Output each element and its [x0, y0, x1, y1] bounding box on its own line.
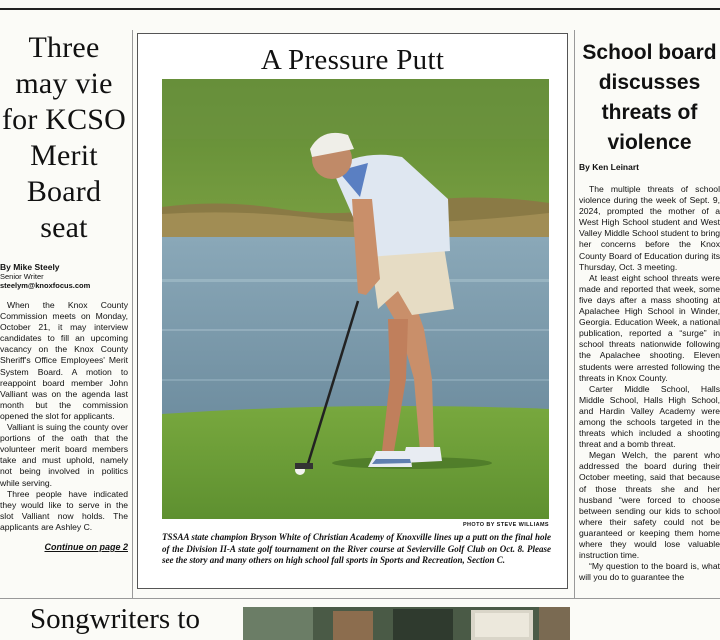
right-story-body	[579, 184, 720, 583]
photo-feature	[137, 33, 568, 589]
photo-feature-title: A Pressure Putt	[260, 44, 445, 76]
left-story-byline: By Mike Steely	[0, 262, 60, 272]
left-story-byline-role: Senior Writer	[0, 272, 44, 281]
right-story-paragraph: The multiple threats of school violence during the week of Sept. 9, 2024, prompted the mother of a West High School student and West Valley Middle School student to bring her concerns before the Knox County Board of Education during its Thursday, Oct. 3 meeting.	[579, 184, 720, 272]
column-divider	[132, 30, 133, 598]
right-story-headline[interactable]: School board discusses threats of violence	[582, 41, 717, 154]
bottom-photo-illustration	[243, 607, 570, 640]
right-story-paragraph: At least eight school threats were made and reported that week, some five days after a mass shooting at Apalachee High School in Winder, Georgia. Education Week, a national publication, reported a “surge” in school threats nationwide following the Apalachee shooting. Eleven students were arrested following the threats in Knox County.	[579, 272, 720, 383]
left-story-email[interactable]: steelym@knoxfocus.com	[0, 281, 91, 290]
section-rule	[0, 598, 720, 599]
left-story-paragraph: Valliant is suing the county over portions of the oath that the volunteer merit board members take and must uphold, namely not being involved in politics while serving.	[0, 422, 128, 488]
right-story-paragraph: “My question to the board is, what will you do to guarantee the	[579, 561, 720, 583]
continue-on-page-link[interactable]: Continue on page 2	[44, 541, 128, 552]
golf-photo-illustration	[162, 79, 549, 519]
left-story-paragraph: When the Knox County Commission meets on Monday, October 21, it may interview candidates to fill an upcoming vacancy on the Knox County Sheriff's Office Employees' Merit System Board. A motion to reappoint board member John Valliant was on the agenda last month but the commission opened the slot for applicants.	[0, 300, 128, 421]
masthead-rule	[0, 0, 720, 10]
photo-credit: PHOTO BY STEVE WILLIAMS	[462, 522, 549, 528]
left-story-headline: Three may vie for KCSO Merit Board seat	[1, 31, 127, 244]
right-story-paragraph: Carter Middle School, Halls Middle School, Halls High School, and Hardin Valley Academy were among the schools targeted in the threats which included a shooting threat and a bomb threat.	[579, 383, 720, 450]
left-story	[0, 30, 128, 552]
right-story-paragraph: Megan Welch, the parent who addressed the board during their October meeting, said that because of those threats she and her husband “were forced to choose between sending our kids to school where their safety could not be guaranteed or keeping them home where they would lose valuable instruction time.	[579, 450, 720, 561]
left-story-body	[0, 300, 128, 533]
golf-photo[interactable]	[162, 79, 549, 519]
photo-caption: TSSAA state champion Bryson White of Christian Academy of Knoxville lines up a putt on the final hole of the Division II-A state golf tournament on the River course at Sevierville Golf Club on Oct. 8. Please see the story and many others on high school fall sports in Sports and Recreation, Section C.	[162, 532, 551, 566]
bottom-story-photo[interactable]	[243, 607, 570, 640]
column-divider	[574, 30, 575, 598]
right-story	[579, 38, 720, 583]
left-story-paragraph: Three people have indicated they would like to serve in the slot Valliant now holds. The applicants are Ashley C.	[0, 488, 128, 532]
right-story-byline: By Ken Leinart	[579, 162, 639, 172]
bottom-story-headline[interactable]: Songwriters to	[30, 603, 200, 635]
